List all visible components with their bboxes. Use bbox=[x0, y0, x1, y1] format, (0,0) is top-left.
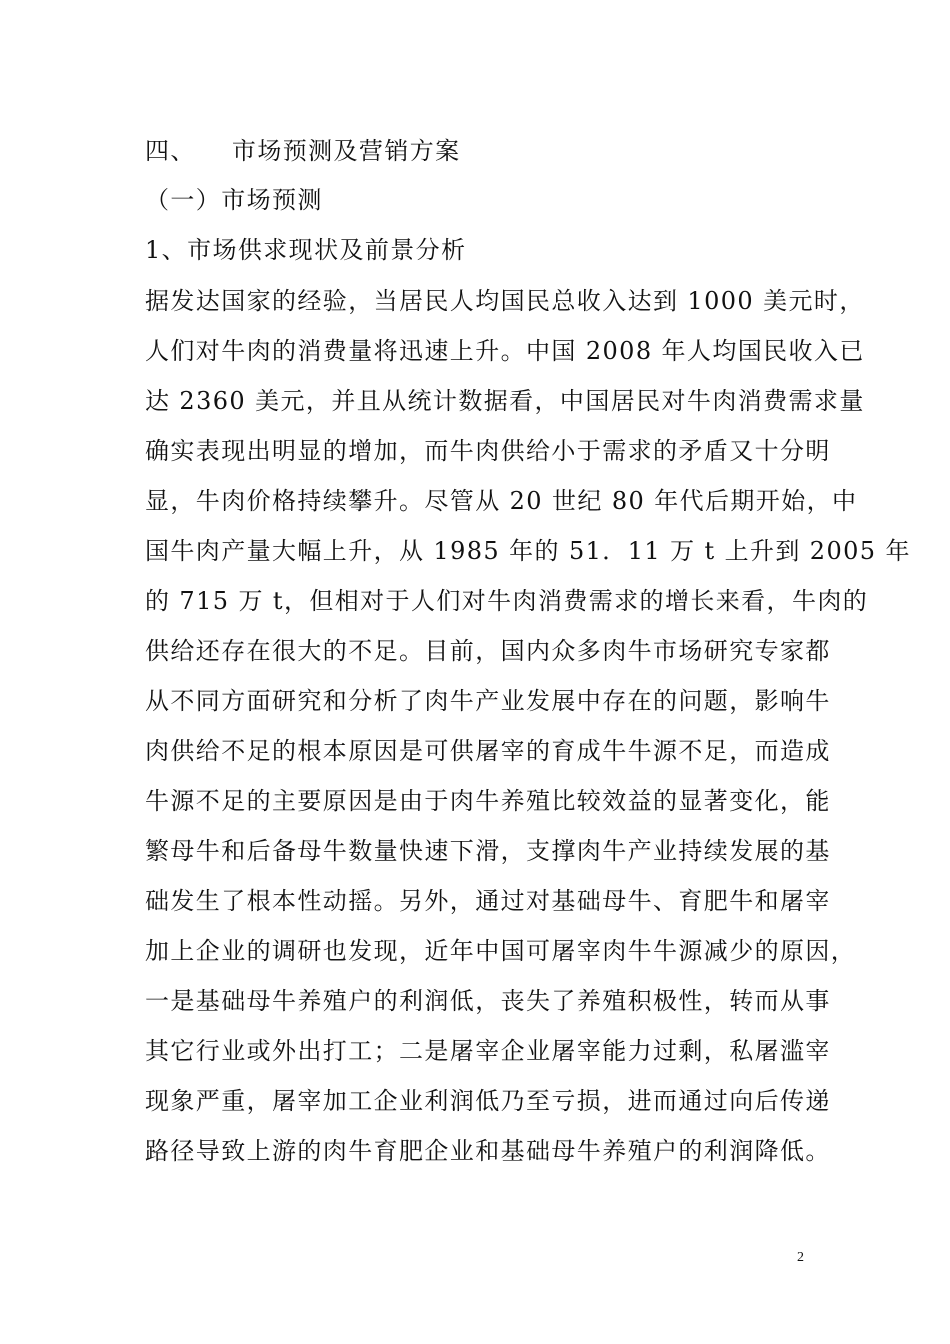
paragraph-line: 达 2360 美元，并且从统计数据看，中国居民对牛肉消费需求量 bbox=[145, 387, 865, 415]
paragraph-line: 从不同方面研究和分析了肉牛产业发展中存在的问题，影响牛 bbox=[145, 687, 831, 715]
paragraph-line: 现象严重，屠宰加工企业利润低乃至亏损，进而通过向后传递 bbox=[145, 1087, 831, 1115]
paragraph-line: 础发生了根本性动摇。另外，通过对基础母牛、育肥牛和屠宰 bbox=[145, 887, 831, 915]
paragraph-line: 人们对牛肉的消费量将迅速上升。中国 2008 年人均国民收入已 bbox=[145, 337, 865, 365]
subsection-heading: （一）市场预测 bbox=[145, 186, 323, 214]
paragraph-line: 繁母牛和后备母牛数量快速下滑，支撑肉牛产业持续发展的基 bbox=[145, 837, 831, 865]
page-number: 2 bbox=[797, 1250, 804, 1265]
item-heading: 1、市场供求现状及前景分析 bbox=[145, 236, 467, 264]
paragraph-line: 显，牛肉价格持续攀升。尽管从 20 世纪 80 年代后期开始，中 bbox=[145, 487, 858, 515]
paragraph-line: 据发达国家的经验，当居民人均国民总收入达到 1000 美元时， bbox=[145, 287, 865, 315]
paragraph-line: 加上企业的调研也发现，近年中国可屠宰肉牛牛源减少的原因， bbox=[145, 937, 857, 965]
paragraph-line: 国牛肉产量大幅上升，从 1985 年的 51．11 万 t 上升到 2005 年 bbox=[145, 537, 911, 565]
paragraph-line: 供给还存在很大的不足。目前，国内众多肉牛市场研究专家都 bbox=[145, 637, 831, 665]
section-heading: 四、 市场预测及营销方案 bbox=[145, 137, 461, 165]
paragraph-line: 一是基础母牛养殖户的利润低，丧失了养殖积极性，转而从事 bbox=[145, 987, 831, 1015]
paragraph-line: 的 715 万 t，但相对于人们对牛肉消费需求的增长来看，牛肉的 bbox=[145, 587, 869, 615]
paragraph-line: 牛源不足的主要原因是由于肉牛养殖比较效益的显著变化，能 bbox=[145, 787, 831, 815]
paragraph-line: 其它行业或外出打工；二是屠宰企业屠宰能力过剩，私屠滥宰 bbox=[145, 1037, 831, 1065]
paragraph-line: 肉供给不足的根本原因是可供屠宰的育成牛牛源不足，而造成 bbox=[145, 737, 831, 765]
paragraph-line: 确实表现出明显的增加，而牛肉供给小于需求的矛盾又十分明 bbox=[145, 437, 831, 465]
paragraph-line: 路径导致上游的肉牛育肥企业和基础母牛养殖户的利润降低。 bbox=[145, 1137, 831, 1165]
